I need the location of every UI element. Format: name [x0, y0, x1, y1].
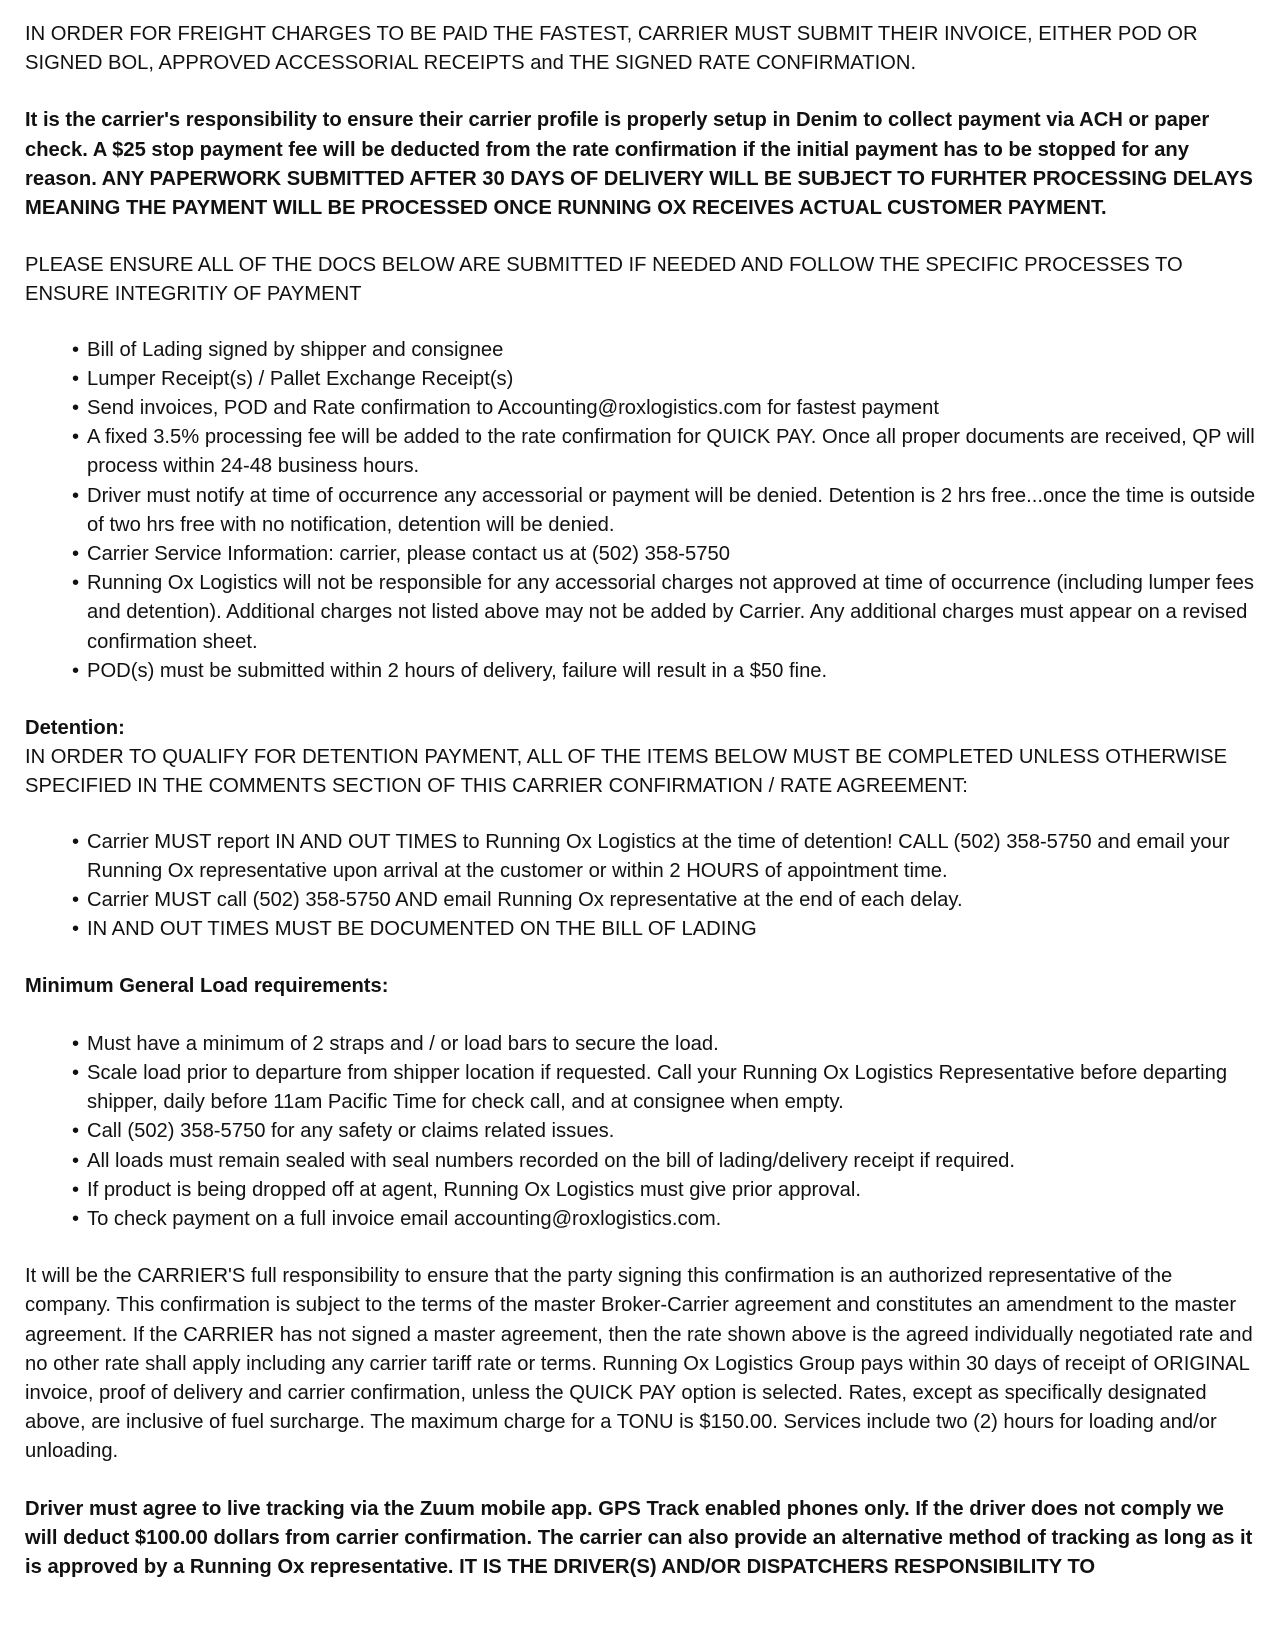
list-item: • Carrier Service Information: carrier, please contact us at (502) 358-5750 [72, 540, 1260, 569]
carrier-terms-paragraph: It will be the CARRIER'S full responsibility to ensure that the party signing this confirmation is an authorized representative of the company. This confirmation is subject to the terms of the master Broker-Carrier agreement and constitutes an amendment to the master agreement. If the CARRIER has not signed a master agreement, then the rate shown above is the agreed individually negotiated rate and no other rate shall apply including any carrier tariff rate or terms. Running Ox Logistics Group pays within 30 days of receipt of ORIGINAL invoice, proof of delivery and carrier confirmation, unless the QUICK PAY option is selected. Rates, except as specifically designated above, are inclusive of fuel surcharge. The maximum charge for a TONU is $150.00. Services include two (2) hours for loading and/or unloading. [25, 1265, 1253, 1463]
tracking-paragraph: Driver must agree to live tracking via the Zuum mobile app. GPS Track enabled phones only. If the driver does not comply we will deduct $100.00 dollars from carrier confirmation. The carrier can also provide an alternative method of tracking as long as it is approved by a Running Ox representative. IT IS THE DRIVER(S) AND/OR DISPATCHERS RESPONSIBILITY TO [25, 1497, 1253, 1578]
list-item: • Must have a minimum of 2 straps and / or load bars to secure the load. [72, 1030, 1260, 1059]
list-item: • To check payment on a full invoice email accounting@roxlogistics.com. [72, 1205, 1260, 1234]
list-item: • Lumper Receipt(s) / Pallet Exchange Receipt(s) [72, 365, 1260, 394]
list-item: • Send invoices, POD and Rate confirmation to Accounting@roxlogistics.com for fastest payment [72, 394, 1260, 423]
docs-intro-paragraph: PLEASE ENSURE ALL OF THE DOCS BELOW ARE SUBMITTED IF NEEDED AND FOLLOW THE SPECIFIC PROCESSES TO ENSURE INTEGRITIY OF PAYMENT [25, 254, 1183, 306]
load-requirements-heading: Minimum General Load requirements: [25, 975, 389, 998]
docs-list [25, 336, 1260, 686]
list-item: • Running Ox Logistics will not be responsible for any accessorial charges not approved at time of occurrence (including lumper fees and detention). Additional charges not listed above may not be added by Carrier. Any additional charges must appear on a revised confirmation sheet. [72, 569, 1260, 657]
list-item: • Scale load prior to departure from shipper location if requested. Call your Running Ox Logistics Representative before departing shipper, daily before 11am Pacific Time for check call, and at consignee when empty. [72, 1059, 1260, 1117]
list-item: • Call (502) 358-5750 for any safety or claims related issues. [72, 1117, 1260, 1146]
list-item: • Carrier MUST call (502) 358-5750 AND email Running Ox representative at the end of each delay. [72, 886, 1260, 915]
list-item: • All loads must remain sealed with seal numbers recorded on the bill of lading/delivery receipt if required. [72, 1147, 1260, 1176]
document-body [25, 20, 1260, 1582]
list-item: • Bill of Lading signed by shipper and consignee [72, 336, 1260, 365]
list-item: • If product is being dropped off at agent, Running Ox Logistics must give prior approval. [72, 1176, 1260, 1205]
intro-paragraph: IN ORDER FOR FREIGHT CHARGES TO BE PAID THE FASTEST, CARRIER MUST SUBMIT THEIR INVOICE, EITHER POD OR SIGNED BOL, APPROVED ACCESSORIAL RECEIPTS and THE SIGNED RATE CONFIRMATION. [25, 23, 1198, 75]
list-item: • IN AND OUT TIMES MUST BE DOCUMENTED ON THE BILL OF LADING [72, 915, 1260, 944]
load-requirements-list [25, 1030, 1260, 1234]
list-item: • POD(s) must be submitted within 2 hours of delivery, failure will result in a $50 fine. [72, 657, 1260, 686]
list-item: • Carrier MUST report IN AND OUT TIMES to Running Ox Logistics at the time of detention! CALL (502) 358-5750 and email your Running Ox representative upon arrival at the customer or within 2 HOURS of appointment time. [72, 828, 1260, 886]
detention-list [25, 828, 1260, 945]
detention-intro-paragraph: IN ORDER TO QUALIFY FOR DETENTION PAYMENT, ALL OF THE ITEMS BELOW MUST BE COMPLETED UNLESS OTHERWISE SPECIFIED IN THE COMMENTS SECTION OF THIS CARRIER CONFIRMATION / RATE AGREEMENT: [25, 746, 1228, 798]
list-item: • A fixed 3.5% processing fee will be added to the rate confirmation for QUICK PAY. Once all proper documents are received, QP will process within 24-48 business hours. [72, 423, 1260, 481]
detention-heading: Detention: [25, 717, 125, 740]
responsibility-paragraph: It is the carrier's responsibility to ensure their carrier profile is properly setup in Denim to collect payment via ACH or paper check. A $25 stop payment fee will be deducted from the rate confirmation if the initial payment has to be stopped for any reason. ANY PAPERWORK SUBMITTED AFTER 30 DAYS OF DELIVERY WILL BE SUBJECT TO FURHTER PROCESSING DELAYS MEANING THE PAYMENT WILL BE PROCESSED ONCE RUNNING OX RECEIVES ACTUAL CUSTOMER PAYMENT. [25, 109, 1253, 220]
list-item: • Driver must notify at time of occurrence any accessorial or payment will be denied. Detention is 2 hrs free...once the time is outside of two hrs free with no notification, detention will be denied. [72, 482, 1260, 540]
